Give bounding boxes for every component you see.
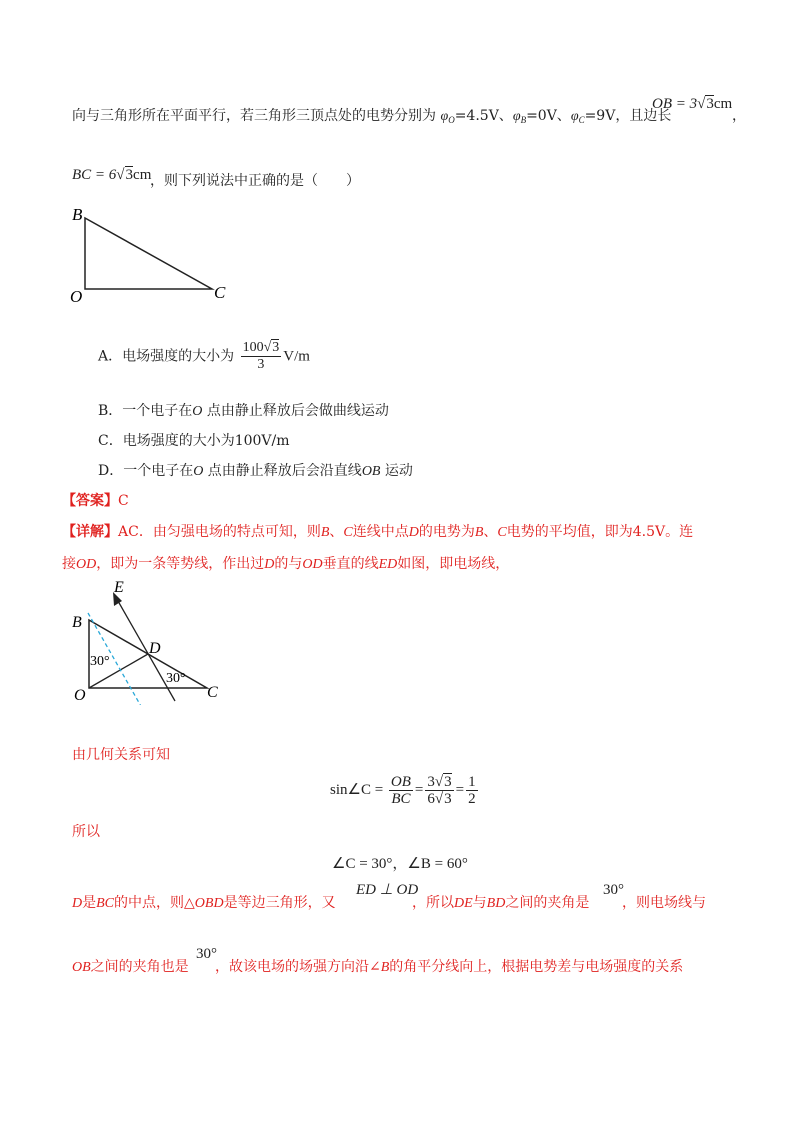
- detail-text: 垂直的线: [322, 556, 379, 572]
- conclusion-text: 是: [82, 895, 97, 911]
- conclusion-line-2b: [215, 957, 683, 978]
- separator: 、: [483, 524, 498, 540]
- conclusion-text: ，则电场线与: [622, 895, 706, 911]
- option-a: [98, 340, 310, 373]
- detail-text: AC．由匀强电场的特点可知，则: [118, 524, 321, 540]
- point-b: B: [380, 960, 390, 975]
- sine-equation: sin∠C = $\frac{OB}{BC}$ = $\frac{3√3}{6√3}$ = $\frac{1}{2}$: [330, 774, 476, 807]
- angle-c-label: 30°: [166, 671, 186, 686]
- phi-symbol: $\varphi_O$: [440, 109, 455, 125]
- label-b: B: [72, 205, 83, 224]
- point-o: O: [192, 404, 203, 419]
- conclusion-line-2: [72, 957, 189, 978]
- detail-text: 接: [62, 556, 76, 572]
- bc-root: 3: [125, 167, 134, 183]
- conclusion-text: 的中点，则△: [114, 895, 195, 911]
- geometry-intro: 由几何关系可知: [72, 747, 170, 763]
- ob-eq: OB = 3: [652, 96, 698, 112]
- sine-lhs: sin∠C =: [330, 781, 384, 798]
- answer-tag: 【答案】: [62, 493, 118, 509]
- label-o: O: [74, 687, 86, 704]
- ob-unit: cm: [713, 96, 733, 112]
- segment-od: OD: [302, 557, 323, 572]
- label-d: D: [149, 640, 161, 657]
- perpendicular-relation: ED ⊥ OD: [356, 882, 419, 898]
- bc-unit: cm: [133, 167, 152, 183]
- separator: 、: [329, 524, 344, 540]
- option-b-rest: 点由静止释放后会做曲线运动: [202, 403, 389, 419]
- root: 3: [444, 791, 452, 807]
- option-c: C．电场强度的大小为100V/m: [98, 433, 290, 449]
- option-d-rest: 运动: [380, 463, 413, 479]
- phi-symbol: $\varphi_C$: [570, 109, 585, 125]
- conclusion-text: ，故该电场的场强方向沿∠: [215, 959, 381, 975]
- segment-od: OD: [76, 557, 97, 572]
- segment-de: DE: [454, 896, 473, 911]
- so-text: 所以: [72, 824, 100, 840]
- point-d: D: [264, 557, 275, 572]
- point-c: C: [497, 525, 507, 540]
- detail-tag: 【详解】: [62, 524, 118, 540]
- option-d: [98, 461, 413, 482]
- option-a-fraction: [241, 340, 282, 373]
- punctuation: ，: [732, 108, 746, 124]
- bc-eq: BC = 6: [72, 167, 117, 183]
- detail-text: 连线中点: [352, 524, 409, 540]
- conclusion-text: ，所以: [412, 895, 454, 911]
- fraction-denominator: BC: [391, 791, 411, 807]
- detail-line-1: [62, 522, 693, 543]
- point-b: B: [320, 525, 330, 540]
- numerator-value: 100: [242, 340, 264, 355]
- conclusion-line-1b: [412, 893, 589, 914]
- option-d-mid: 点由静止释放后会沿直线: [203, 463, 362, 479]
- detail-text: ，即为一条等势线，作出过: [96, 556, 265, 572]
- phi-o-value: =4.5V、: [454, 108, 513, 124]
- phi-b-value: =0V、: [526, 108, 571, 124]
- detail-text: 电势的平均值，即为4.5V。连: [506, 524, 694, 540]
- root: 3: [444, 774, 452, 790]
- detail-text: 的与: [274, 556, 303, 572]
- triangle-figure-2: [60, 575, 240, 705]
- option-b: [98, 401, 389, 422]
- question-prompt: ，则下列说法中正确的是（ ）: [150, 173, 360, 189]
- label-c: C: [214, 283, 226, 302]
- conclusion-line-1: [72, 893, 336, 914]
- conclusion-text: 的角平分线向上，根据电势差与电场强度的关系: [389, 959, 684, 975]
- angle-values: ∠C = 30°，∠B = 60°: [332, 856, 468, 872]
- option-b-text: B．一个电子在: [98, 403, 193, 419]
- conclusion-text: 与: [472, 895, 487, 911]
- fraction-denominator: 2: [468, 791, 476, 807]
- detail-text: 的电势为: [418, 524, 475, 540]
- angle-b-label: 30°: [90, 654, 110, 669]
- segment-ed: ED: [378, 557, 398, 572]
- label-e: E: [114, 579, 124, 596]
- fraction-numerator: OB: [390, 774, 411, 790]
- point-d: D: [72, 896, 83, 911]
- conclusion-text: 之间的夹角是: [505, 895, 590, 911]
- segment-bd: BD: [486, 896, 506, 911]
- segment-ob: OB: [72, 960, 91, 975]
- point-c: C: [343, 525, 353, 540]
- bc-length: BC = 6√3cm: [72, 167, 152, 183]
- detail-line-2: [62, 554, 509, 575]
- coefficient: 3: [427, 774, 435, 790]
- coefficient: 6: [427, 791, 435, 807]
- answer-line: [62, 491, 129, 511]
- triangle-figure-1: [60, 200, 240, 310]
- question-text: 向与三角形所在平面平行，若三角形三顶点处的电势分别为: [72, 108, 436, 124]
- fraction-denominator: 6√3: [427, 791, 452, 807]
- fraction-roots: [425, 774, 453, 807]
- segment-bc: BC: [96, 896, 115, 911]
- ob-root: 3: [706, 96, 714, 112]
- field-line-ed: [118, 601, 175, 701]
- segment-ob: OB: [361, 464, 381, 479]
- label-o: O: [70, 287, 83, 306]
- fraction-denominator: 3: [257, 357, 265, 372]
- triangle-obc: [85, 218, 212, 289]
- answer-value: C: [118, 493, 129, 509]
- fraction-numerator: 3√3: [427, 774, 452, 790]
- point-d: D: [408, 525, 419, 540]
- label-c: C: [207, 684, 218, 701]
- phi-c-value: =9V，且边长: [584, 108, 672, 124]
- angle-value: 30°: [196, 946, 217, 962]
- point-b: B: [474, 525, 484, 540]
- conclusion-text: 是等边三角形，又: [223, 895, 336, 911]
- point-o: O: [193, 464, 204, 479]
- angle-value: 30°: [603, 882, 624, 898]
- fraction-numerator: 1: [468, 774, 476, 790]
- conclusion-text: 之间的夹角也是: [90, 959, 189, 975]
- label-b: B: [72, 614, 82, 631]
- fraction-numerator: 100√3: [242, 340, 280, 355]
- option-a-text: A．电场强度的大小为: [98, 348, 235, 365]
- detail-text: 如图，即电场线，: [397, 556, 510, 572]
- fraction-ob-bc: [389, 774, 413, 807]
- phi-symbol: $\varphi_B$: [512, 109, 527, 125]
- option-a-unit: V/m: [283, 348, 310, 365]
- triangle-obd: OBD: [194, 896, 224, 911]
- option-d-text: D．一个电子在: [98, 463, 194, 479]
- ob-length: OB = 3√3cm: [652, 96, 733, 112]
- question-line-1: [72, 106, 671, 130]
- numerator-root: 3: [272, 340, 280, 355]
- fraction-half: [466, 774, 478, 807]
